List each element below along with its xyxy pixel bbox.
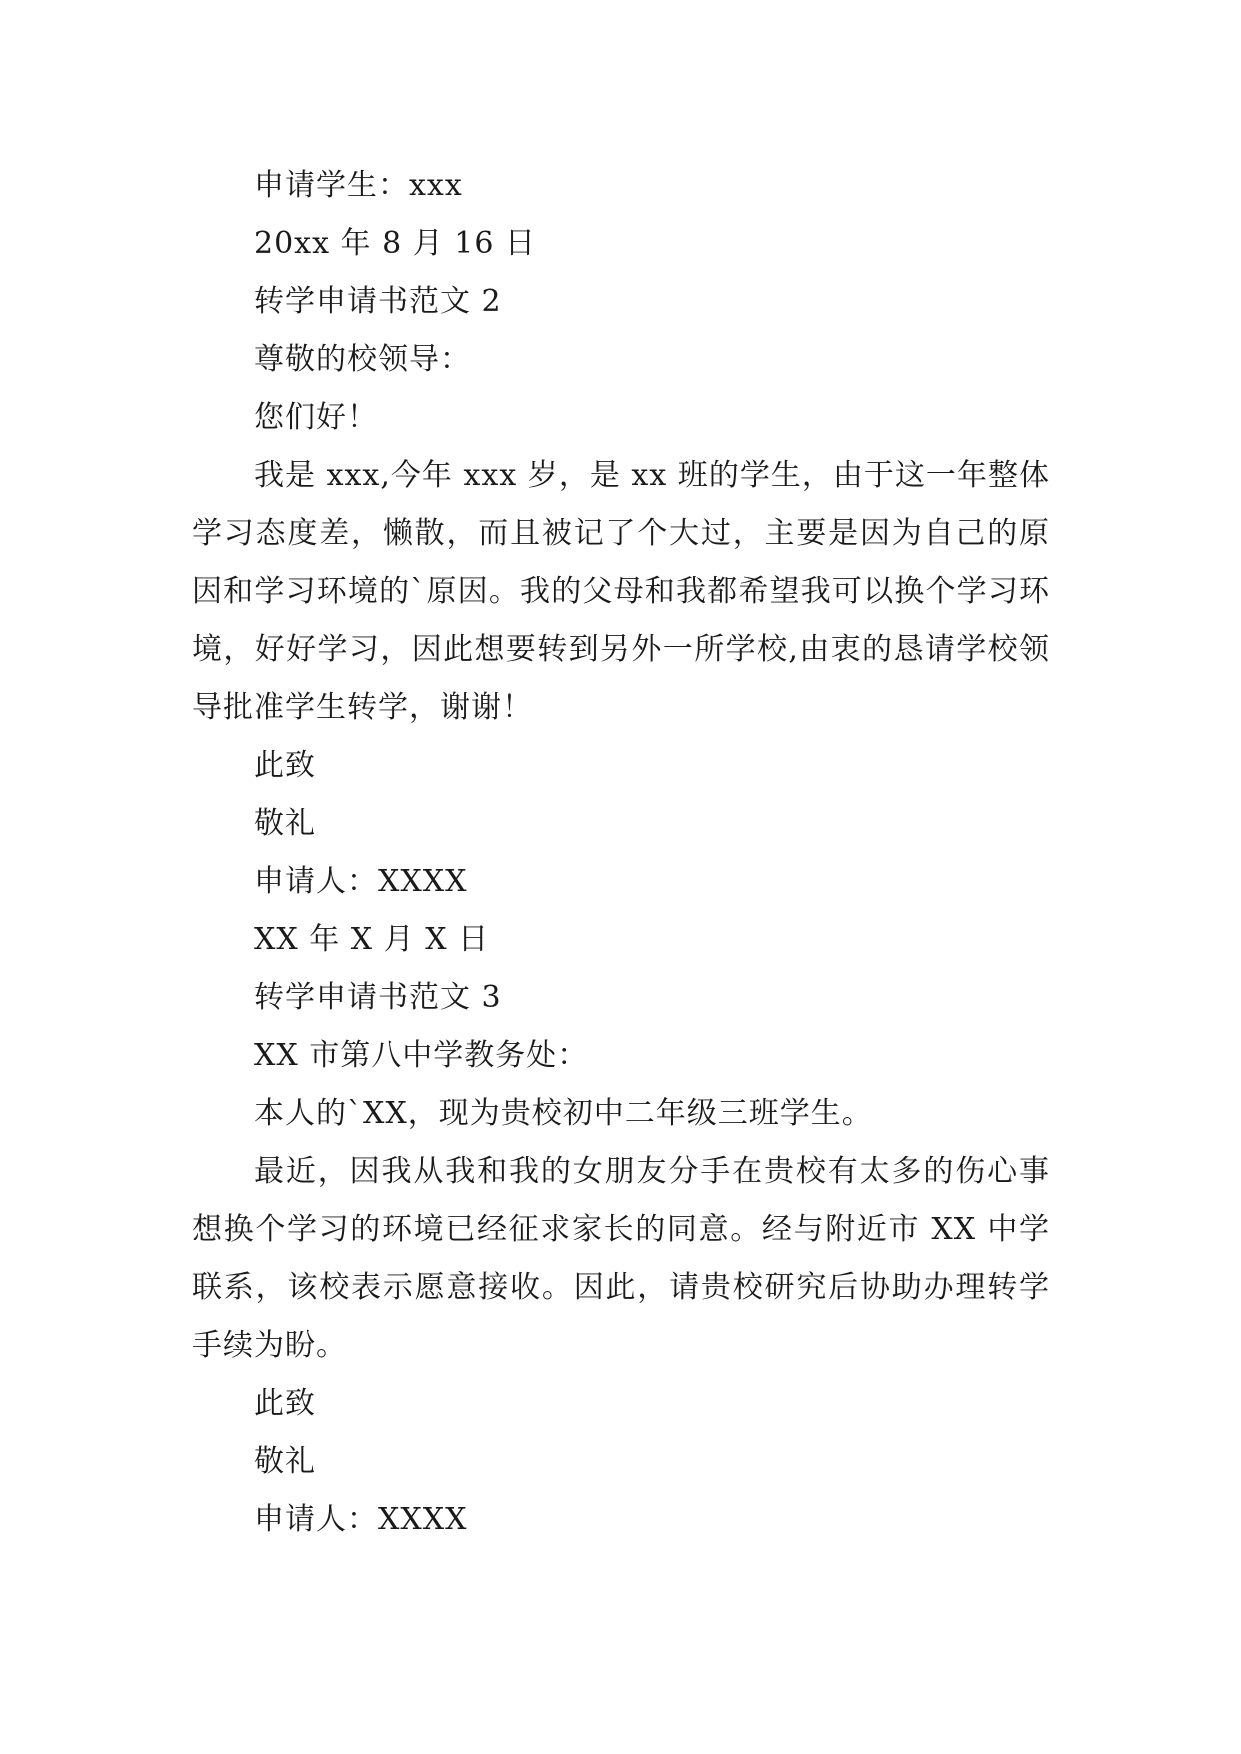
applicant-line: 申请人：XXXX — [254, 864, 468, 899]
closing-line: 此致 — [254, 1386, 316, 1421]
closing-line: 此致 — [254, 748, 316, 783]
section-heading: 转学申请书范文 3 — [254, 980, 502, 1015]
applicant-line: 申请人：XXXX — [254, 1502, 468, 1537]
date-line: 20xx 年 8 月 16 日 — [254, 226, 536, 261]
body-paragraph: 最近，因我从我和我的女朋友分手在贵校有太多的伤心事想换个学习的环境已经征求家长的同意。经与附近市 XX 中学联系，该校表示愿意接收。因此，请贵校研究后协助办理转学手续为盼。 — [192, 1154, 1050, 1363]
greeting: 您们好！ — [254, 400, 378, 435]
salutation: 尊敬的校领导： — [254, 342, 471, 377]
document-body — [192, 157, 1050, 1549]
date-line: XX 年 X 月 X 日 — [254, 922, 490, 957]
applicant-line: 申请学生：xxx — [254, 168, 463, 203]
body-paragraph: 我是 xxx,今年 xxx 岁，是 xx 班的学生，由于这一年整体学习态度差，懒散，而且被记了个大过，主要是因为自己的原因和学习环境的`原因。我的父母和我都希望我可以换个学习环境，好好学习，因此想要转到另外一所学校,由衷的恳请学校领导批准学生转学，谢谢！ — [192, 458, 1050, 725]
salutation: XX 市第八中学教务处： — [254, 1038, 589, 1073]
section-heading: 转学申请书范文 2 — [254, 284, 502, 319]
closing-line: 敬礼 — [254, 806, 316, 841]
closing-line: 敬礼 — [254, 1444, 316, 1479]
intro-line: 本人的`XX，现为贵校初中二年级三班学生。 — [254, 1096, 873, 1131]
